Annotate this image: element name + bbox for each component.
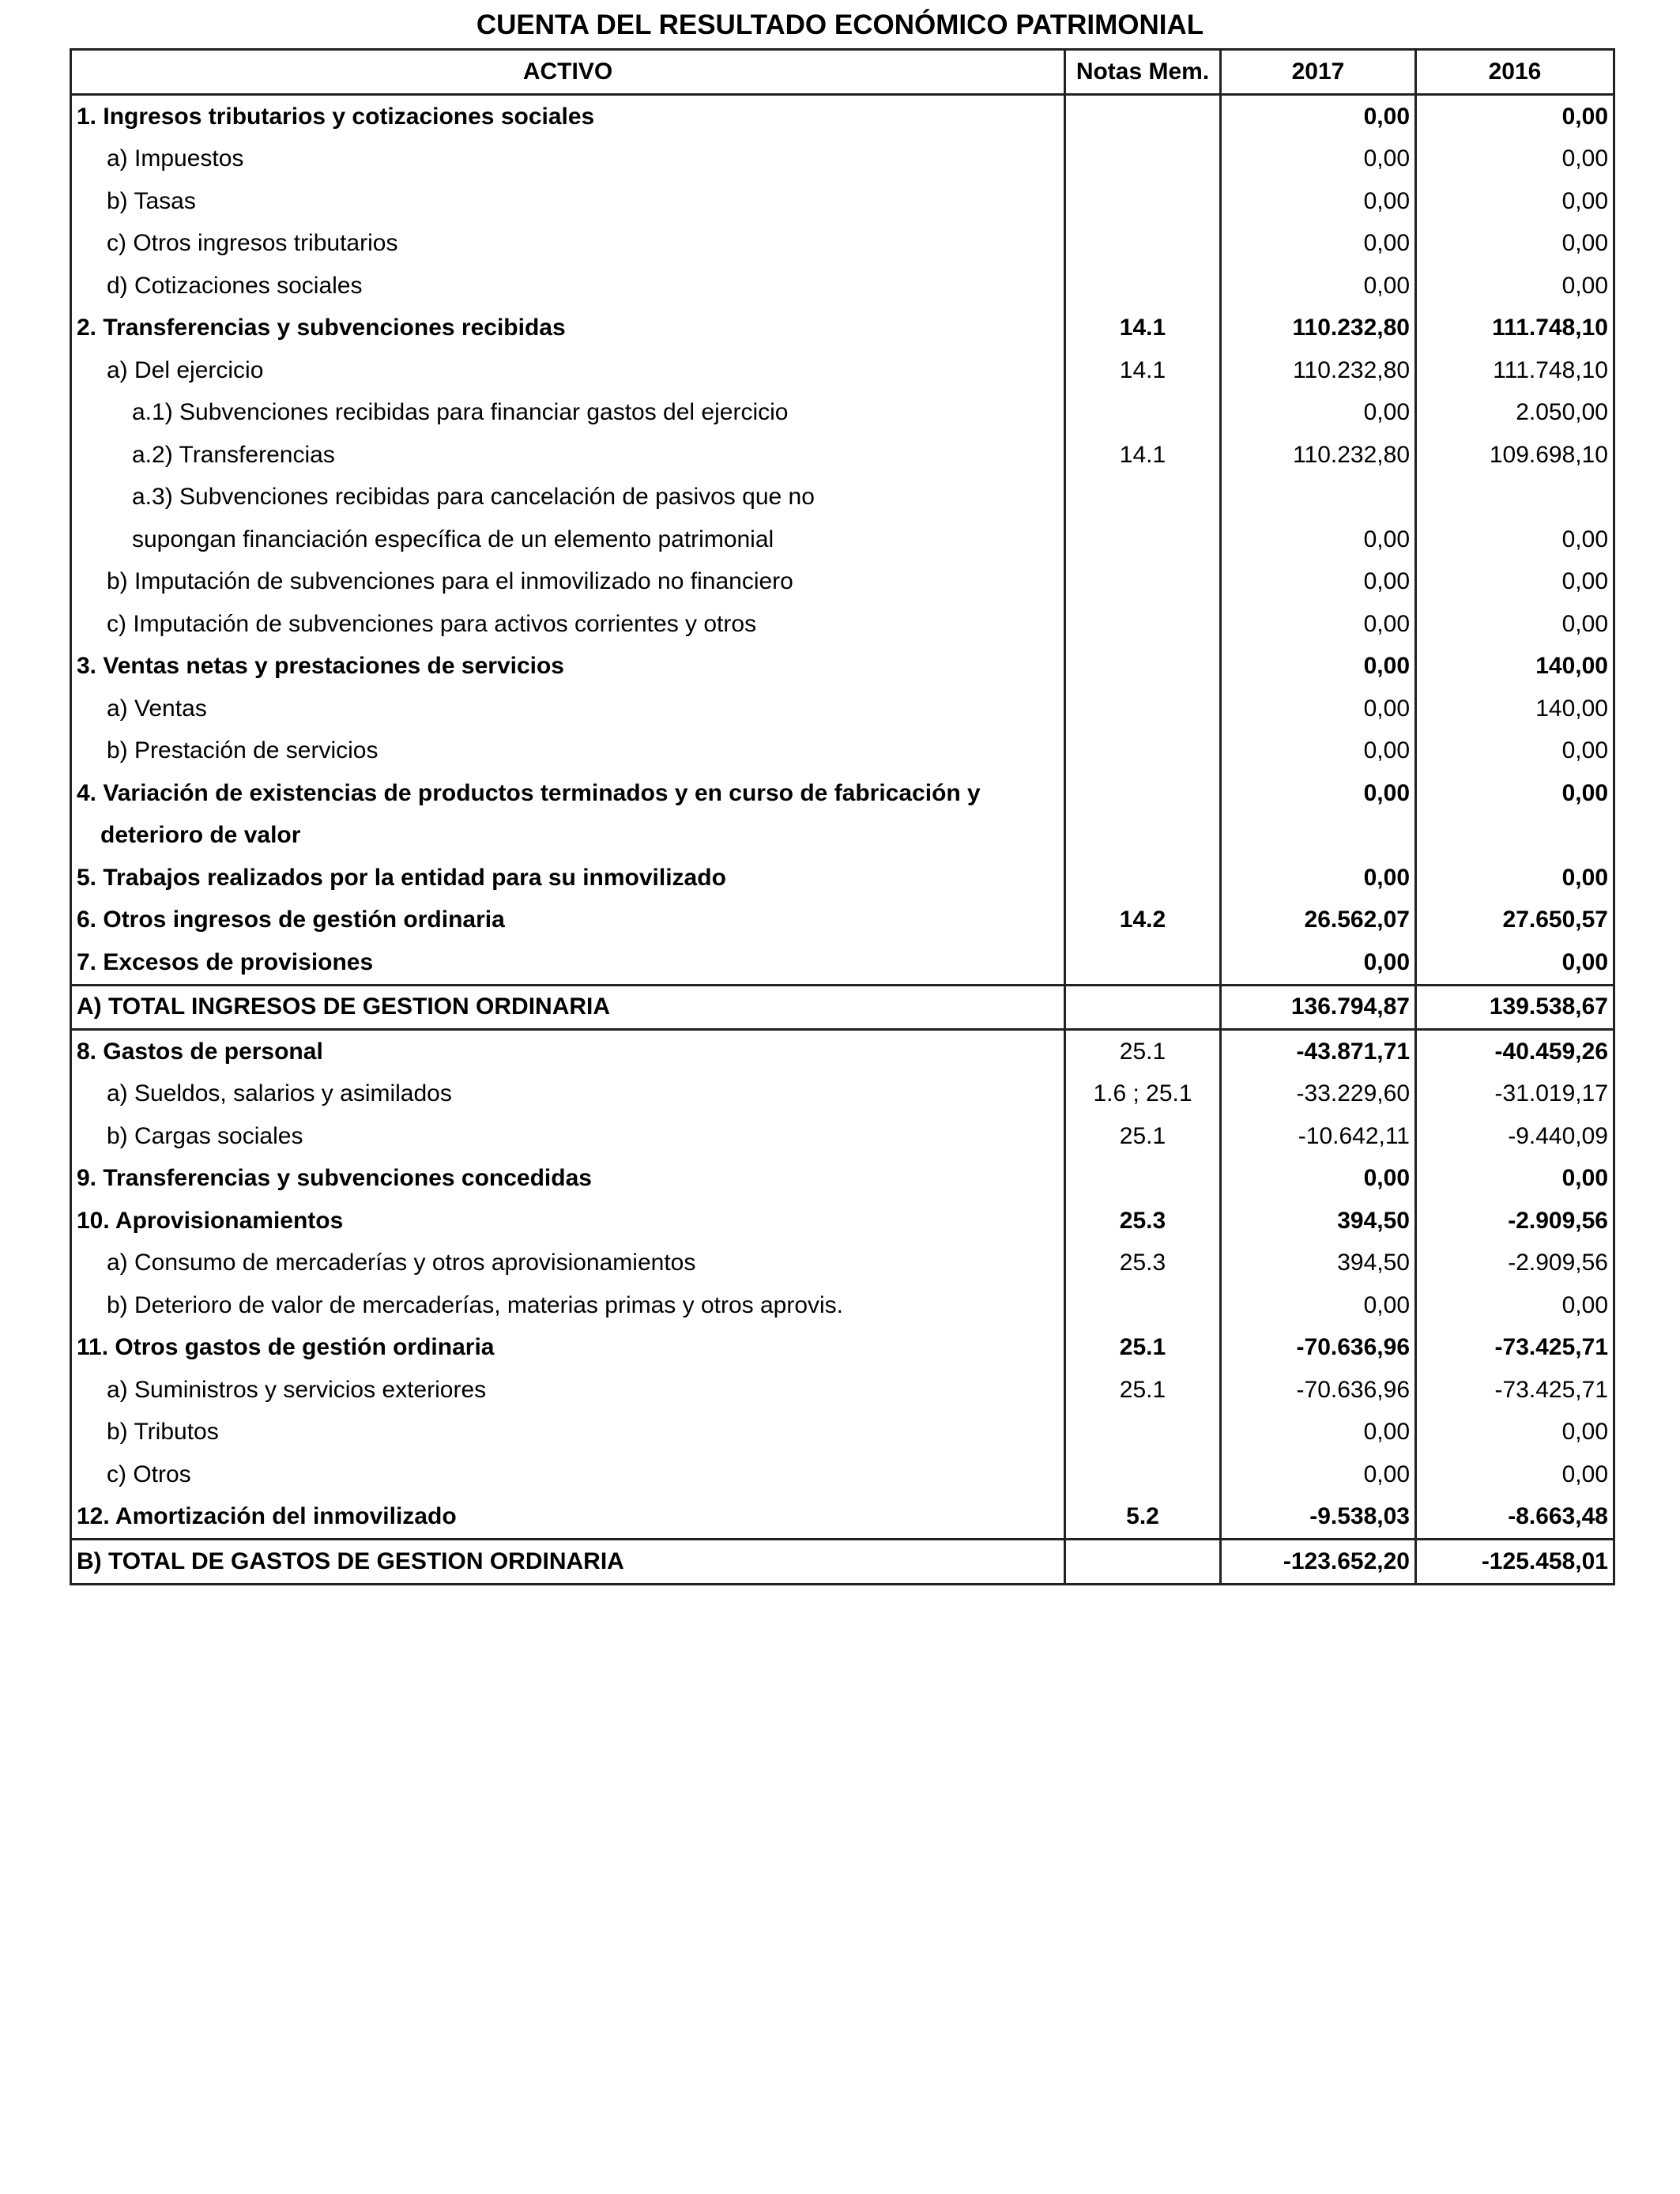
row-concept: c) Imputación de subvenciones para activos corrientes y otros: [71, 603, 1065, 646]
table-row: [71, 1242, 1614, 1285]
row-value-2016: 0,00: [1416, 561, 1614, 604]
table-header-row: [71, 50, 1614, 95]
table-row: [71, 138, 1614, 181]
row-notes: 1.6 ; 25.1: [1065, 1073, 1221, 1116]
row-notes: [1065, 180, 1221, 223]
row-concept: 5. Trabajos realizados por la entidad para su inmovilizado: [71, 857, 1065, 899]
row-notes: [1065, 1540, 1221, 1585]
row-value-2017: 26.562,07: [1221, 899, 1416, 942]
row-concept: 10. Aprovisionamientos: [71, 1200, 1065, 1242]
row-value-2016: 139.538,67: [1416, 985, 1614, 1030]
row-concept: 8. Gastos de personal: [71, 1030, 1065, 1073]
row-value-2016: 0,00: [1416, 730, 1614, 773]
row-value-2016: -2.909,56: [1416, 1242, 1614, 1285]
row-value-2016: -31.019,17: [1416, 1073, 1614, 1116]
row-value-2017: 110.232,80: [1221, 349, 1416, 392]
row-value-2016: 0,00: [1416, 1284, 1614, 1327]
row-notes: [1065, 223, 1221, 266]
row-value-2016: 27.650,57: [1416, 899, 1614, 942]
row-notes: 14.1: [1065, 349, 1221, 392]
table-body: [71, 95, 1614, 1585]
row-value-2017: 394,50: [1221, 1242, 1416, 1285]
row-value-2017: -43.871,71: [1221, 1030, 1416, 1073]
row-value-2016: -40.459,26: [1416, 1030, 1614, 1073]
row-value-2017: 0,00: [1221, 1453, 1416, 1496]
row-concept: d) Cotizaciones sociales: [71, 265, 1065, 307]
row-value-2017: [1221, 815, 1416, 858]
row-value-2016: -73.425,71: [1416, 1369, 1614, 1412]
table-row: [71, 518, 1614, 561]
table-row: [71, 223, 1614, 266]
row-notes: [1065, 772, 1221, 815]
table-row: [71, 349, 1614, 392]
table-row: [71, 815, 1614, 858]
table-row: [71, 392, 1614, 435]
row-value-2017: 0,00: [1221, 561, 1416, 604]
row-value-2016: 109.698,10: [1416, 434, 1614, 477]
column-header-2017: 2017: [1221, 50, 1416, 95]
table-row: [71, 477, 1614, 519]
row-value-2016: 0,00: [1416, 265, 1614, 307]
row-concept: b) Imputación de subvenciones para el inmovilizado no financiero: [71, 561, 1065, 604]
table-row: [71, 1412, 1614, 1454]
row-value-2016: -8.663,48: [1416, 1496, 1614, 1540]
row-value-2017: 0,00: [1221, 223, 1416, 266]
row-notes: [1065, 138, 1221, 181]
row-concept: a.1) Subvenciones recibidas para financiar gastos del ejercicio: [71, 392, 1065, 435]
row-notes: 25.3: [1065, 1242, 1221, 1285]
column-header-2016: 2016: [1416, 50, 1614, 95]
row-notes: [1065, 941, 1221, 985]
row-notes: 25.1: [1065, 1369, 1221, 1412]
column-header-concept: ACTIVO: [71, 50, 1065, 95]
row-value-2017: 0,00: [1221, 392, 1416, 435]
row-concept: 4. Variación de existencias de productos terminados y en curso de fabricación y: [71, 772, 1065, 815]
row-value-2016: 0,00: [1416, 518, 1614, 561]
row-concept: 9. Transferencias y subvenciones concedidas: [71, 1158, 1065, 1201]
row-value-2017: 0,00: [1221, 180, 1416, 223]
row-notes: [1065, 518, 1221, 561]
row-notes: [1065, 95, 1221, 138]
row-concept: deterioro de valor: [71, 815, 1065, 858]
table-row: [71, 688, 1614, 730]
table-row: [71, 941, 1614, 985]
row-concept: a) Ventas: [71, 688, 1065, 730]
table-row: [71, 180, 1614, 223]
row-concept: a.2) Transferencias: [71, 434, 1065, 477]
row-concept: a) Impuestos: [71, 138, 1065, 181]
table-row: [71, 772, 1614, 815]
row-value-2016: -125.458,01: [1416, 1540, 1614, 1585]
row-value-2016: 0,00: [1416, 603, 1614, 646]
row-value-2017: 110.232,80: [1221, 307, 1416, 350]
row-notes: [1065, 477, 1221, 519]
row-value-2016: 0,00: [1416, 180, 1614, 223]
row-concept: a.3) Subvenciones recibidas para cancelación de pasivos que no: [71, 477, 1065, 519]
row-concept: 6. Otros ingresos de gestión ordinaria: [71, 899, 1065, 942]
row-notes: [1065, 646, 1221, 688]
row-value-2017: -70.636,96: [1221, 1327, 1416, 1370]
row-value-2017: 136.794,87: [1221, 985, 1416, 1030]
table-row: [71, 1327, 1614, 1370]
row-value-2017: 0,00: [1221, 518, 1416, 561]
table-row: [71, 1073, 1614, 1116]
table-row: [71, 1200, 1614, 1242]
row-value-2016: 140,00: [1416, 646, 1614, 688]
table-row: [71, 1496, 1614, 1540]
row-notes: [1065, 985, 1221, 1030]
row-notes: 25.1: [1065, 1115, 1221, 1158]
table-row: [71, 603, 1614, 646]
row-concept: a) Suministros y servicios exteriores: [71, 1369, 1065, 1412]
row-concept: 11. Otros gastos de gestión ordinaria: [71, 1327, 1065, 1370]
row-notes: [1065, 688, 1221, 730]
row-value-2017: 0,00: [1221, 1284, 1416, 1327]
row-value-2016: 111.748,10: [1416, 307, 1614, 350]
table-row: [71, 985, 1614, 1030]
row-concept: c) Otros ingresos tributarios: [71, 223, 1065, 266]
table-row: [71, 95, 1614, 138]
row-notes: [1065, 603, 1221, 646]
row-concept: b) Deterioro de valor de mercaderías, materias primas y otros aprovis.: [71, 1284, 1065, 1327]
row-concept: a) Del ejercicio: [71, 349, 1065, 392]
row-value-2017: 0,00: [1221, 941, 1416, 985]
table-row: [71, 561, 1614, 604]
row-value-2016: 0,00: [1416, 223, 1614, 266]
row-notes: [1065, 1412, 1221, 1454]
column-header-notes: Notas Mem.: [1065, 50, 1221, 95]
row-concept: supongan financiación específica de un elemento patrimonial: [71, 518, 1065, 561]
row-value-2016: 0,00: [1416, 95, 1614, 138]
table-row: [71, 1369, 1614, 1412]
row-concept: A) TOTAL INGRESOS DE GESTION ORDINARIA: [71, 985, 1065, 1030]
table-row: [71, 1115, 1614, 1158]
table-row: [71, 434, 1614, 477]
row-value-2017: -9.538,03: [1221, 1496, 1416, 1540]
row-value-2017: 0,00: [1221, 688, 1416, 730]
row-value-2016: 0,00: [1416, 772, 1614, 815]
row-value-2017: 110.232,80: [1221, 434, 1416, 477]
row-value-2017: [1221, 477, 1416, 519]
row-value-2016: -73.425,71: [1416, 1327, 1614, 1370]
row-concept: b) Tasas: [71, 180, 1065, 223]
row-notes: 14.2: [1065, 899, 1221, 942]
table-row: [71, 1540, 1614, 1585]
row-notes: [1065, 561, 1221, 604]
row-concept: 3. Ventas netas y prestaciones de servicios: [71, 646, 1065, 688]
row-value-2016: 0,00: [1416, 1412, 1614, 1454]
row-notes: 25.1: [1065, 1327, 1221, 1370]
row-concept: b) Cargas sociales: [71, 1115, 1065, 1158]
row-value-2016: 0,00: [1416, 1453, 1614, 1496]
row-value-2017: 0,00: [1221, 857, 1416, 899]
row-notes: 5.2: [1065, 1496, 1221, 1540]
row-notes: 25.3: [1065, 1200, 1221, 1242]
row-concept: b) Tributos: [71, 1412, 1065, 1454]
row-concept: B) TOTAL DE GASTOS DE GESTION ORDINARIA: [71, 1540, 1065, 1585]
row-notes: 25.1: [1065, 1030, 1221, 1073]
row-value-2016: 0,00: [1416, 138, 1614, 181]
row-value-2016: [1416, 815, 1614, 858]
row-value-2017: 0,00: [1221, 646, 1416, 688]
row-value-2016: 0,00: [1416, 1158, 1614, 1201]
row-value-2017: -123.652,20: [1221, 1540, 1416, 1585]
row-value-2017: -33.229,60: [1221, 1073, 1416, 1116]
row-concept: c) Otros: [71, 1453, 1065, 1496]
row-concept: b) Prestación de servicios: [71, 730, 1065, 773]
table-row: [71, 1030, 1614, 1073]
table-row: [71, 899, 1614, 942]
row-value-2017: 0,00: [1221, 1158, 1416, 1201]
income-statement-table: [70, 48, 1615, 1585]
row-concept: 1. Ingresos tributarios y cotizaciones sociales: [71, 95, 1065, 138]
row-value-2016: -9.440,09: [1416, 1115, 1614, 1158]
row-concept: a) Sueldos, salarios y asimilados: [71, 1073, 1065, 1116]
row-value-2017: 0,00: [1221, 265, 1416, 307]
table-row: [71, 646, 1614, 688]
row-value-2017: 0,00: [1221, 138, 1416, 181]
row-value-2017: 394,50: [1221, 1200, 1416, 1242]
row-notes: [1065, 730, 1221, 773]
row-value-2017: -10.642,11: [1221, 1115, 1416, 1158]
table-row: [71, 1284, 1614, 1327]
row-value-2016: 140,00: [1416, 688, 1614, 730]
row-notes: [1065, 265, 1221, 307]
row-notes: [1065, 815, 1221, 858]
row-concept: 7. Excesos de provisiones: [71, 941, 1065, 985]
row-value-2016: [1416, 477, 1614, 519]
row-value-2016: 0,00: [1416, 857, 1614, 899]
row-notes: 14.1: [1065, 434, 1221, 477]
table-row: [71, 307, 1614, 350]
row-notes: [1065, 857, 1221, 899]
row-notes: [1065, 1158, 1221, 1201]
row-value-2016: 2.050,00: [1416, 392, 1614, 435]
table-row: [71, 265, 1614, 307]
row-notes: [1065, 392, 1221, 435]
row-value-2016: -2.909,56: [1416, 1200, 1614, 1242]
page-title: CUENTA DEL RESULTADO ECONÓMICO PATRIMONIAL: [476, 9, 1204, 40]
row-concept: a) Consumo de mercaderías y otros aprovisionamientos: [71, 1242, 1065, 1285]
row-value-2016: 0,00: [1416, 941, 1614, 985]
table-row: [71, 1453, 1614, 1496]
row-concept: 2. Transferencias y subvenciones recibidas: [71, 307, 1065, 350]
row-value-2017: -70.636,96: [1221, 1369, 1416, 1412]
table-row: [71, 1158, 1614, 1201]
table-row: [71, 857, 1614, 899]
row-notes: [1065, 1284, 1221, 1327]
row-value-2016: 111.748,10: [1416, 349, 1614, 392]
row-value-2017: 0,00: [1221, 95, 1416, 138]
row-notes: 14.1: [1065, 307, 1221, 350]
row-concept: 12. Amortización del inmovilizado: [71, 1496, 1065, 1540]
table-row: [71, 730, 1614, 773]
row-notes: [1065, 1453, 1221, 1496]
row-value-2017: 0,00: [1221, 603, 1416, 646]
row-value-2017: 0,00: [1221, 772, 1416, 815]
row-value-2017: 0,00: [1221, 730, 1416, 773]
row-value-2017: 0,00: [1221, 1412, 1416, 1454]
